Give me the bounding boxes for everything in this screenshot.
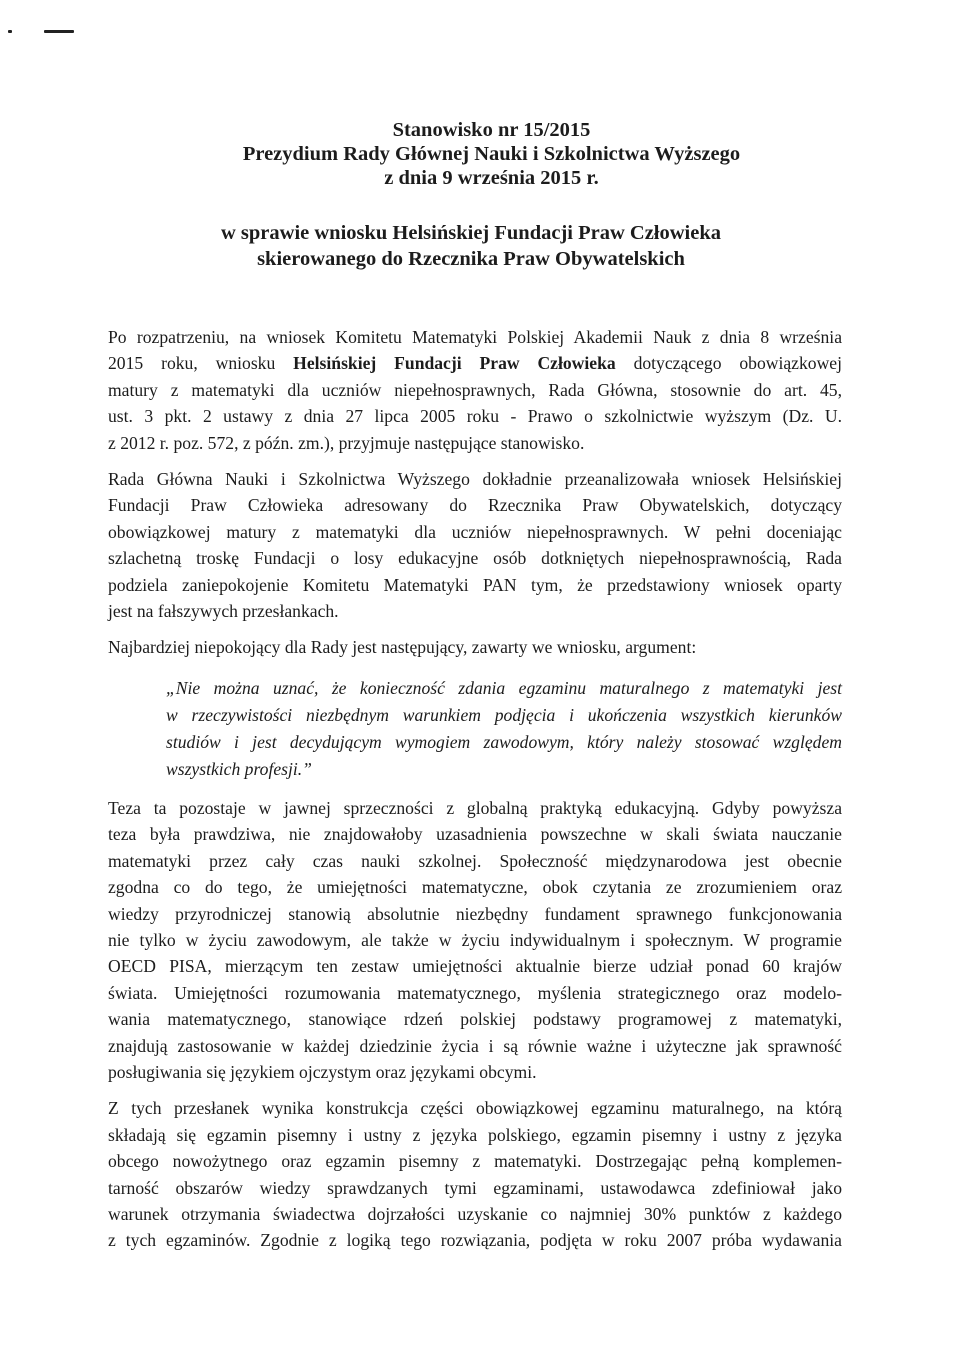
text-line: nie tylko w życiu zawodowym, ale także w życiu indywidualnym i społecznym. W programie xyxy=(108,929,842,950)
paragraph-2 xyxy=(108,466,842,624)
quote-line: „Nie można uznać, że konieczność zdania egzaminu maturalnego z matematyki jest xyxy=(166,677,842,698)
text-line: zgodna co do tego, że umiejętności matematyczne, obok czytania ze zrozumieniem oraz xyxy=(108,877,842,898)
title-line: z dnia 9 września 2015 r. xyxy=(384,167,599,189)
title-line: Stanowisko nr 15/2015 xyxy=(392,119,591,141)
text-line: matematyki przez cały czas nauki szkolnej. Społeczność międzynarodowa jest obecnie xyxy=(108,850,842,871)
text-line: Rada Główna Nauki i Szkolnictwa Wyższego dokładnie przeanalizowała wniosek Helsińskiej xyxy=(108,469,842,490)
scan-mark xyxy=(44,30,74,33)
quote-line: studiów i jest decydującym wymogiem zawodowym, który należy stosować względem xyxy=(166,731,842,752)
text-line: ust. 3 pkt. 2 ustawy z dnia 27 lipca 2005 roku - Prawo o szkolnictwie wyższym (Dz. U. xyxy=(108,406,842,427)
text-line: szlachetną troskę Fundacji o losy edukacyjne osób dotkniętych niepełnosprawnością, Rada xyxy=(108,548,842,569)
document-subject xyxy=(100,220,842,272)
text-line: teza była prawdziwa, nie znajdowałoby uzasadnienia powszechne w skali świata nauczanie xyxy=(108,824,842,845)
text-line: wiedzy przyrodniczej stanowią absolutnie niezbędny fundament sprawnego funkcjonowania xyxy=(108,903,842,924)
text-line: Najbardziej niepokojący dla Rady jest następujący, zawarty we wniosku, argument: xyxy=(108,637,697,658)
scan-mark xyxy=(8,30,12,33)
quotation xyxy=(166,675,842,783)
quote-line: wszystkich profesji.” xyxy=(166,758,312,779)
foundation-name: Helsińskiej Fundacji Praw Człowieka xyxy=(293,353,616,374)
text-line: matury z matematyki dla uczniów niepełnosprawnych, Rada Główna, stosownie do art. 45, xyxy=(108,379,842,400)
subject-line: skierowanego do Rzecznika Praw Obywatelskich xyxy=(257,248,685,270)
document-page xyxy=(108,118,842,1254)
text-line: Po rozpatrzeniu, na wniosek Komitetu Matematyki Polskiej Akademii Nauk z dnia 8 września xyxy=(108,327,842,347)
title-line: Prezydium Rady Głównej Nauki i Szkolnictwa Wyższego xyxy=(242,143,741,165)
text-span: dotyczącego obowiązkowej xyxy=(615,353,842,374)
paragraph-3 xyxy=(108,634,842,660)
paragraph-5 xyxy=(108,1095,842,1253)
text-line: Z tych przesłanek wynika konstrukcja części obowiązkowej egzaminu maturalnego, na którą xyxy=(108,1098,842,1119)
text-span: 2015 roku, wniosku xyxy=(108,353,294,374)
text-line: podziela zaniepokojenie Komitetu Matematyki PAN tym, że przedstawiony wniosek oparty xyxy=(108,574,842,595)
text-line: z tych egzaminów. Zgodnie z logiką tego rozwiązania, podjęta w roku 2007 próba wydawania xyxy=(108,1230,842,1251)
text-line: OECD PISA, mierzącym ten zestaw umiejętności aktualnie bierze udział ponad 60 krajów xyxy=(108,956,842,977)
text-line: Fundacji Praw Człowieka adresowany do Rzecznika Praw Obywatelskich, dotyczący xyxy=(108,495,842,516)
text-line: obcego nowożytnego oraz egzamin pisemny z matematyki. Dostrzegając pełną komplemen- xyxy=(108,1151,842,1172)
text-line: z 2012 r. poz. 572, z późn. zm.), przyjmuje następujące stanowisko. xyxy=(108,432,585,453)
text-line: warunek otrzymania świadectwa dojrzałości uzyskanie co najmniej 30% punktów z każdego xyxy=(108,1203,842,1224)
text-line: tarność obszarów wiedzy sprawdzanych tymi egzaminami, ustawodawca zdefiniował jako xyxy=(108,1177,842,1198)
document-title xyxy=(141,118,842,190)
text-line: Teza ta pozostaje w jawnej sprzeczności z globalną praktyką edukacyjną. Gdyby powyższa xyxy=(108,797,842,818)
subject-line: w sprawie wniosku Helsińskiej Fundacji Praw Człowieka xyxy=(221,222,721,244)
text-line: posługiwania się językiem ojczystym oraz językami obcymi. xyxy=(108,1061,537,1082)
text-line: jest na fałszywych przesłankach. xyxy=(108,601,339,622)
text-line: składają się egzamin pisemny i ustny z języka polskiego, egzamin pisemny i ustny z języka xyxy=(108,1124,842,1145)
quote-line: w rzeczywistości niezbędnym warunkiem podjęcia i ukończenia wszystkich kierunków xyxy=(166,704,842,725)
paragraph-1 xyxy=(108,324,842,456)
text-line xyxy=(108,350,842,376)
text-line: wania matematycznego, stanowiące rdzeń polskiej podstawy programowej z matematyki, xyxy=(108,1009,842,1030)
text-line: świata. Umiejętności rozumowania matematycznego, myślenia strategicznego oraz modelo- xyxy=(108,982,842,1003)
paragraph-4 xyxy=(108,795,842,1085)
text-line: znajdują zastosowanie w każdej dziedzinie życia i są równie ważne i użyteczne jak sprawność xyxy=(108,1035,842,1056)
text-line: obowiązkowej matury z matematyki dla uczniów niepełnosprawnych. W pełni doceniając xyxy=(108,521,842,542)
